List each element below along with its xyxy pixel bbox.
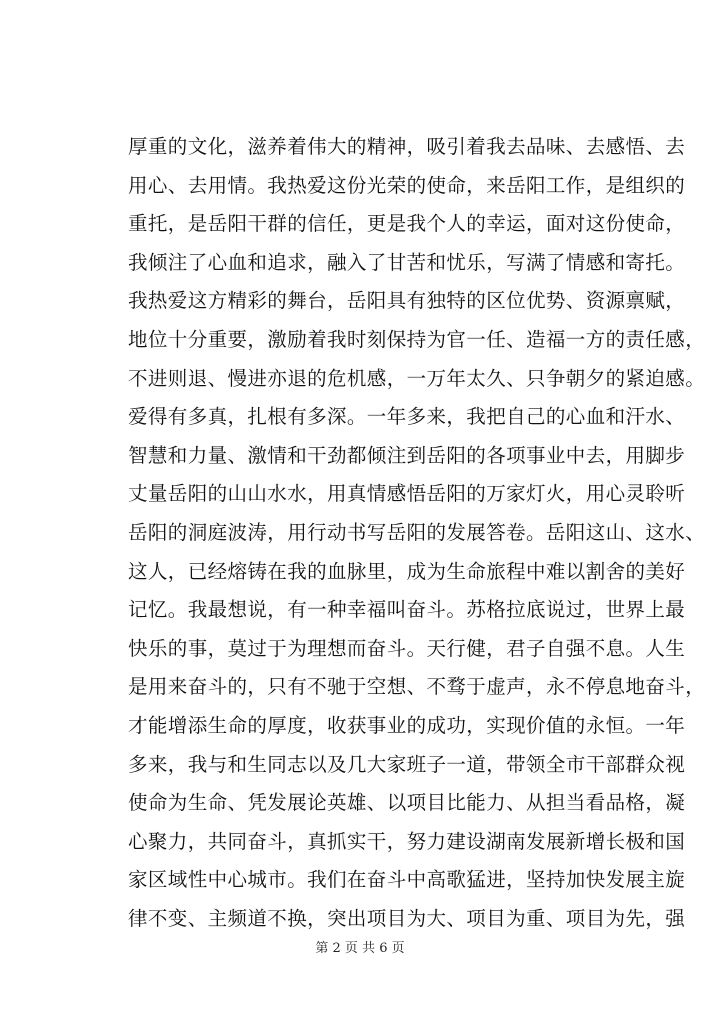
body-text: [128, 128, 706, 938]
text-line: 不进则退、慢进亦退的危机感，一万年太久、只争朝夕的紧迫感。: [128, 366, 706, 390]
text-line: 律不变、主频道不换，突出项目为大、项目为重、项目为先，强: [128, 906, 686, 930]
text-line: 快乐的事，莫过于为理想而奋斗。天行健，君子自强不息。人生: [128, 636, 686, 660]
text-line: 爱得有多真，扎根有多深。一年多来，我把自己的心血和汗水、: [128, 405, 686, 429]
text-line: 心聚力，共同奋斗，真抓实干，努力建设湖南发展新增长极和国: [128, 829, 686, 853]
text-line: 使命为生命、凭发展论英雄、以项目比能力、从担当看品格，凝: [128, 791, 686, 815]
text-line: 丈量岳阳的山山水水，用真情感悟岳阳的万家灯火，用心灵聆听: [128, 482, 686, 506]
text-line: 岳阳的洞庭波涛，用行动书写岳阳的发展答卷。岳阳这山、这水、: [128, 520, 706, 544]
text-line: 这人，已经熔铸在我的血脉里，成为生命旅程中难以割舍的美好: [128, 559, 686, 583]
text-line: 我倾注了心血和追求，融入了甘苦和忧乐，写满了情感和寄托。: [128, 250, 686, 274]
text-line: 厚重的文化，滋养着伟大的精神，吸引着我去品味、去感悟、去: [128, 135, 686, 158]
text-line: 记忆。我最想说，有一种幸福叫奋斗。苏格拉底说过，世界上最: [128, 598, 686, 622]
text-line: 才能增添生命的厚度，收获事业的成功，实现价值的永恒。一年: [128, 713, 686, 737]
text-line: 用心、去用情。我热爱这份光荣的使命，来岳阳工作，是组织的: [128, 173, 686, 197]
text-line: 重托，是岳阳干群的信任，更是我个人的幸运，面对这份使命，: [128, 212, 686, 236]
text-line: 家区域性中心城市。我们在奋斗中高歌猛进，坚持加快发展主旋: [128, 868, 686, 892]
page-number-footer: 第 2 页 共 6 页: [315, 941, 405, 956]
text-line: 是用来奋斗的，只有不驰于空想、不骛于虚声，永不停息地奋斗，: [128, 675, 706, 699]
text-line: 多来，我与和生同志以及几大家班子一道，带领全市干部群众视: [128, 752, 686, 776]
text-line: 地位十分重要，激励着我时刻保持为官一任、造福一方的责任感，: [128, 327, 706, 351]
text-line: 智慧和力量、激情和干劲都倾注到岳阳的各项事业中去，用脚步: [128, 443, 686, 467]
text-line: 我热爱这方精彩的舞台，岳阳具有独特的区位优势、资源禀赋，: [128, 289, 686, 313]
